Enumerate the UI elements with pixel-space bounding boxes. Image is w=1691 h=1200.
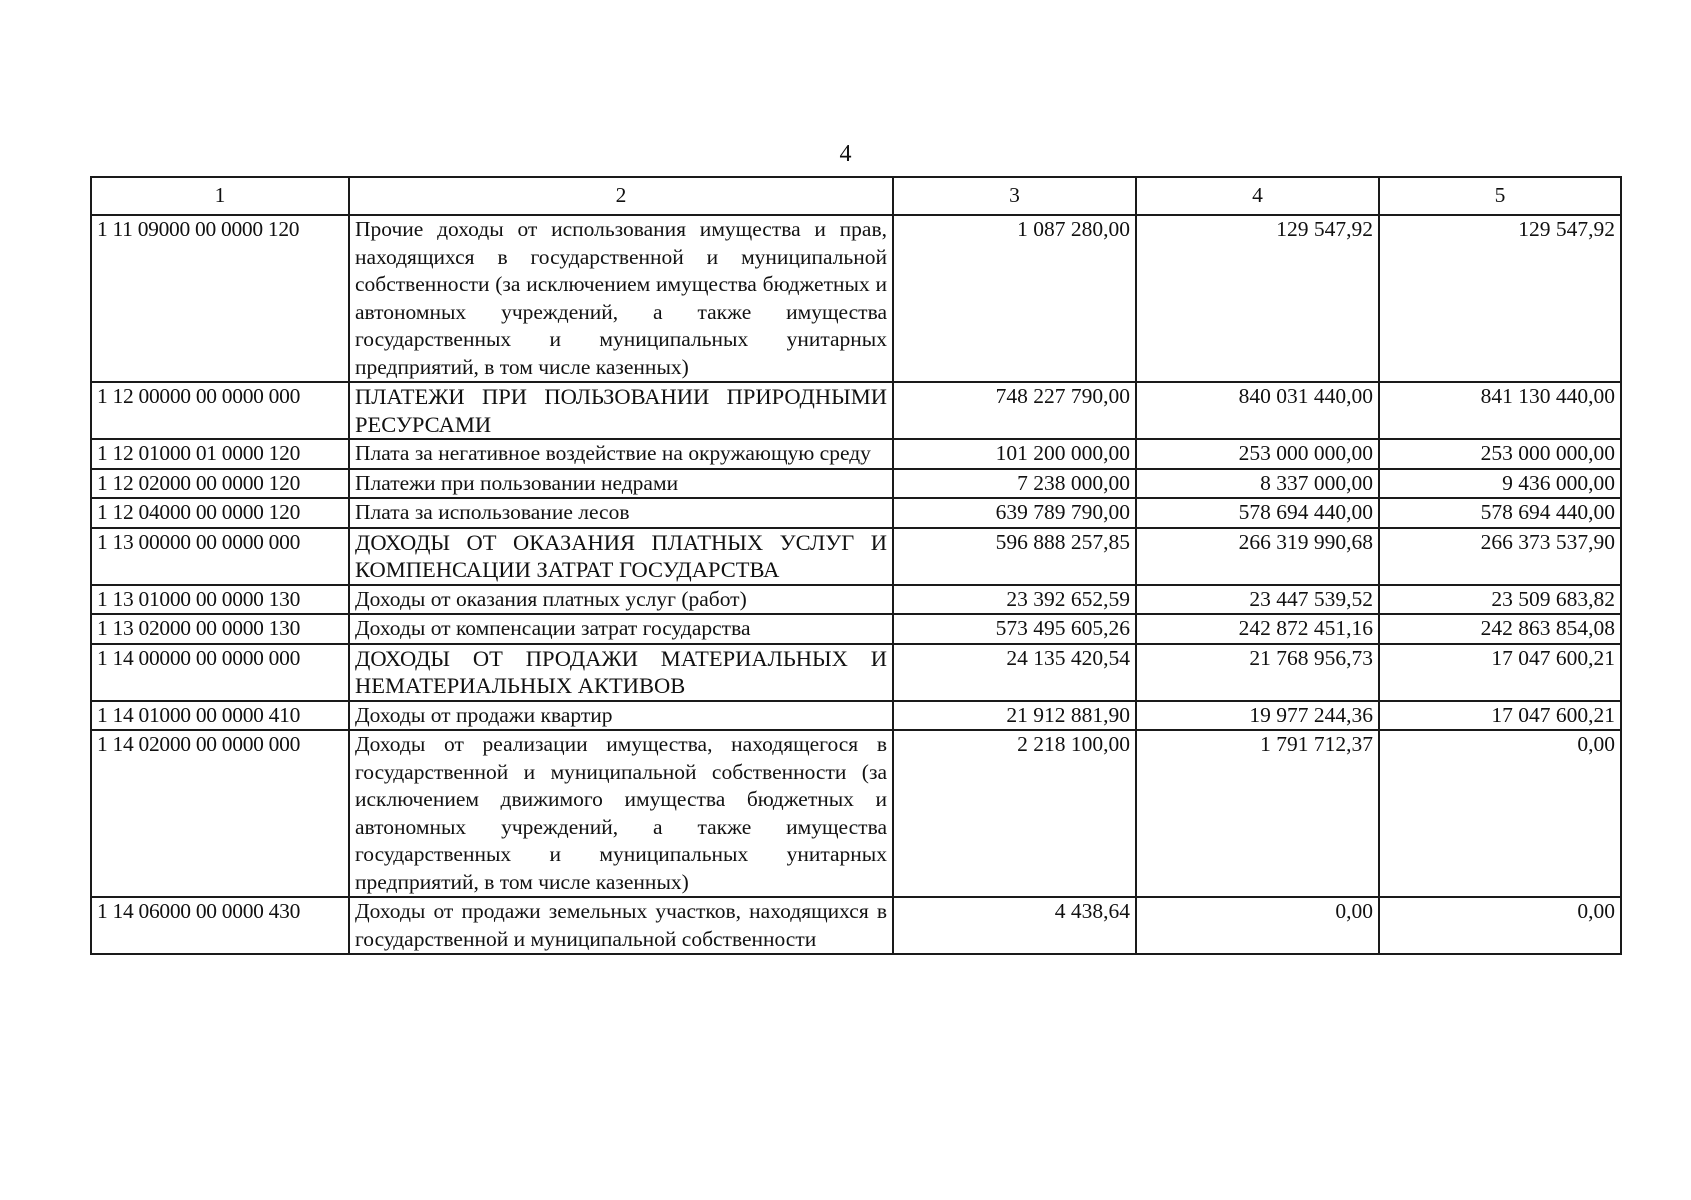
column-header-3: 3 xyxy=(893,177,1136,215)
table-row xyxy=(91,644,1621,701)
revenue-name: ДОХОДЫ ОТ ОКАЗАНИЯ ПЛАТНЫХ УСЛУГ И КОМПЕНСАЦИИ ЗАТРАТ ГОСУДАРСТВА xyxy=(349,528,893,585)
revenue-name: ДОХОДЫ ОТ ПРОДАЖИ МАТЕРИАЛЬНЫХ И НЕМАТЕРИАЛЬНЫХ АКТИВОВ xyxy=(349,644,893,701)
value-col-3: 101 200 000,00 xyxy=(893,439,1136,469)
value-col-3: 24 135 420,54 xyxy=(893,644,1136,701)
table-row xyxy=(91,701,1621,731)
value-col-3: 2 218 100,00 xyxy=(893,730,1136,897)
value-col-5: 129 547,92 xyxy=(1379,215,1621,382)
revenue-name: Доходы от оказания платных услуг (работ) xyxy=(349,585,893,615)
column-header-5: 5 xyxy=(1379,177,1621,215)
budget-code: 1 12 00000 00 0000 000 xyxy=(91,382,349,439)
revenue-name: ПЛАТЕЖИ ПРИ ПОЛЬЗОВАНИИ ПРИРОДНЫМИ РЕСУРСАМИ xyxy=(349,382,893,439)
budget-code: 1 13 01000 00 0000 130 xyxy=(91,585,349,615)
value-col-4: 0,00 xyxy=(1136,897,1379,954)
value-col-4: 253 000 000,00 xyxy=(1136,439,1379,469)
value-col-5: 841 130 440,00 xyxy=(1379,382,1621,439)
value-col-5: 9 436 000,00 xyxy=(1379,469,1621,499)
revenue-name: Доходы от продажи квартир xyxy=(349,701,893,731)
revenue-name: Плата за использование лесов xyxy=(349,498,893,528)
revenue-name: Прочие доходы от использования имущества и прав, находящихся в государственной и муниципальной собственности (за исключением имущества бюджетных и автономных учреждений, а также имущества государственных и муниципальных унитарных предприятий, в том числе казенных) xyxy=(349,215,893,382)
budget-code: 1 13 02000 00 0000 130 xyxy=(91,614,349,644)
value-col-3: 748 227 790,00 xyxy=(893,382,1136,439)
value-col-5: 266 373 537,90 xyxy=(1379,528,1621,585)
column-header-1: 1 xyxy=(91,177,349,215)
revenue-name: Плата за негативное воздействие на окружающую среду xyxy=(349,439,893,469)
table-row xyxy=(91,730,1621,897)
value-col-5: 23 509 683,82 xyxy=(1379,585,1621,615)
budget-code: 1 14 02000 00 0000 000 xyxy=(91,730,349,897)
revenue-name: Доходы от реализации имущества, находящегося в государственной и муниципальной собственности (за исключением движимого имущества бюджетных и автономных учреждений, а также имущества государственных и муниципальных унитарных предприятий, в том числе казенных) xyxy=(349,730,893,897)
table-row xyxy=(91,528,1621,585)
table-header-row xyxy=(91,177,1621,215)
page-number: 4 xyxy=(839,141,852,167)
value-col-4: 23 447 539,52 xyxy=(1136,585,1379,615)
budget-code: 1 12 02000 00 0000 120 xyxy=(91,469,349,499)
revenue-table xyxy=(90,176,1622,955)
revenue-name: Доходы от компенсации затрат государства xyxy=(349,614,893,644)
revenue-name: Доходы от продажи земельных участков, находящихся в государственной и муниципальной собственности xyxy=(349,897,893,954)
revenue-name: Платежи при пользовании недрами xyxy=(349,469,893,499)
table-row xyxy=(91,439,1621,469)
value-col-4: 8 337 000,00 xyxy=(1136,469,1379,499)
budget-code: 1 14 01000 00 0000 410 xyxy=(91,701,349,731)
table-row xyxy=(91,498,1621,528)
budget-code: 1 14 00000 00 0000 000 xyxy=(91,644,349,701)
value-col-4: 266 319 990,68 xyxy=(1136,528,1379,585)
value-col-4: 21 768 956,73 xyxy=(1136,644,1379,701)
value-col-3: 639 789 790,00 xyxy=(893,498,1136,528)
value-col-4: 840 031 440,00 xyxy=(1136,382,1379,439)
value-col-5: 242 863 854,08 xyxy=(1379,614,1621,644)
value-col-3: 596 888 257,85 xyxy=(893,528,1136,585)
table-row xyxy=(91,469,1621,499)
value-col-4: 1 791 712,37 xyxy=(1136,730,1379,897)
budget-code: 1 12 04000 00 0000 120 xyxy=(91,498,349,528)
budget-code: 1 12 01000 01 0000 120 xyxy=(91,439,349,469)
value-col-4: 19 977 244,36 xyxy=(1136,701,1379,731)
table-row xyxy=(91,382,1621,439)
value-col-3: 23 392 652,59 xyxy=(893,585,1136,615)
value-col-4: 129 547,92 xyxy=(1136,215,1379,382)
table-row xyxy=(91,897,1621,954)
value-col-5: 17 047 600,21 xyxy=(1379,644,1621,701)
value-col-3: 4 438,64 xyxy=(893,897,1136,954)
budget-code: 1 11 09000 00 0000 120 xyxy=(91,215,349,382)
value-col-5: 0,00 xyxy=(1379,730,1621,897)
column-header-2: 2 xyxy=(349,177,893,215)
value-col-5: 578 694 440,00 xyxy=(1379,498,1621,528)
value-col-3: 21 912 881,90 xyxy=(893,701,1136,731)
column-header-4: 4 xyxy=(1136,177,1379,215)
value-col-3: 7 238 000,00 xyxy=(893,469,1136,499)
value-col-3: 1 087 280,00 xyxy=(893,215,1136,382)
budget-code: 1 14 06000 00 0000 430 xyxy=(91,897,349,954)
value-col-3: 573 495 605,26 xyxy=(893,614,1136,644)
value-col-4: 242 872 451,16 xyxy=(1136,614,1379,644)
table-row xyxy=(91,585,1621,615)
value-col-5: 0,00 xyxy=(1379,897,1621,954)
value-col-5: 17 047 600,21 xyxy=(1379,701,1621,731)
table-row xyxy=(91,614,1621,644)
table-row xyxy=(91,215,1621,382)
value-col-4: 578 694 440,00 xyxy=(1136,498,1379,528)
budget-code: 1 13 00000 00 0000 000 xyxy=(91,528,349,585)
value-col-5: 253 000 000,00 xyxy=(1379,439,1621,469)
